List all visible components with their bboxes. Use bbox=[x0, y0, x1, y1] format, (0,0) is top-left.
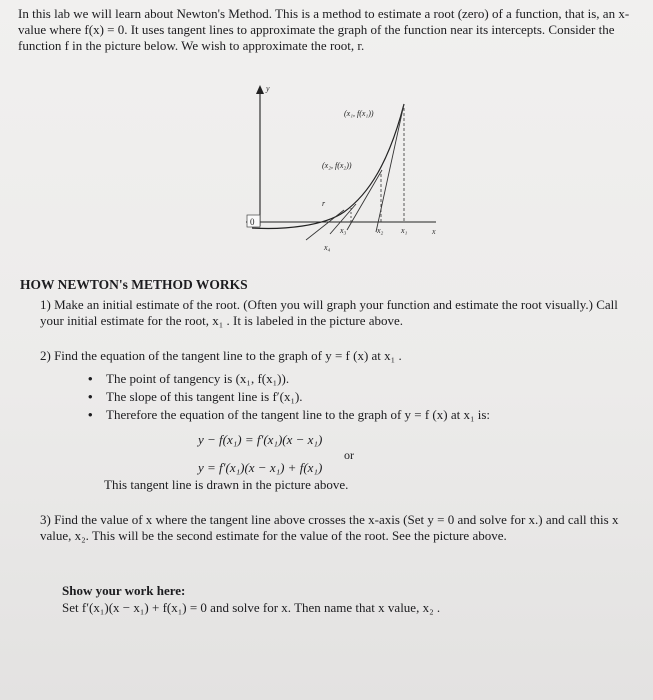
step-2: 2) Find the equation of the tangent line to the graph of y = f (x) at x₁ . bbox=[40, 348, 402, 363]
origin-label: 0 bbox=[250, 217, 255, 227]
step-1: 1) Make an initial estimate of the root. (Often you will graph your function and estimate the root visually.) Call your initial estimate for the root, x₁ . It is labeled in the picture above. bbox=[40, 297, 618, 328]
x1-label: x₁ bbox=[401, 226, 408, 235]
intro-paragraph: In this lab we will learn about Newton's Method. This is a method to estimate a root (zero) of a function, that is, an x-value where f(x) = 0. It uses tangent lines to approximate the graph of the function near its intercepts. Consider the function f in the picture below. We wish to approximate the root, r. bbox=[18, 6, 630, 53]
equation-or: or bbox=[344, 448, 354, 462]
bullet-item: • Therefore the equation of the tangent line to the graph of y = f (x) at x₁ is: bbox=[88, 406, 628, 424]
step-3: 3) Find the value of x where the tangent line above crosses the x-axis (Set y = 0 and solve for x.) and call this x value, x₂. This will be the second estimate for the value of the root. See the picture above. bbox=[40, 512, 619, 543]
x-axis-label: x bbox=[432, 227, 436, 236]
tangent-line-2 bbox=[347, 170, 382, 230]
bullet-list bbox=[88, 370, 628, 424]
newton-method-figure bbox=[244, 82, 444, 272]
tangent-equation-solved: y = f′(x₁)(x − x₁) + f(x₁) bbox=[198, 460, 323, 475]
y-axis-arrow bbox=[256, 85, 264, 94]
bullet-item: • The slope of this tangent line is f′(x₁). bbox=[88, 388, 628, 406]
point1-label: (x₁, f(x₁)) bbox=[344, 109, 374, 118]
x2-label: x₂ bbox=[377, 226, 384, 235]
show-work-text: Set f′(x₁)(x − x₁) + f(x₁) = 0 and solve for x. Then name that x value, x₂ . bbox=[62, 600, 441, 615]
root-label: r bbox=[322, 199, 326, 208]
bullet-item: • The point of tangency is (x₁, f(x₁)). bbox=[88, 370, 628, 388]
y-axis-label: y bbox=[266, 84, 270, 93]
tangent-caption: This tangent line is drawn in the picture above. bbox=[104, 477, 349, 492]
x3-label: x₃ bbox=[340, 226, 347, 235]
section-heading: HOW NEWTON's METHOD WORKS bbox=[20, 277, 248, 292]
point2-label: (x₂, f(x₂)) bbox=[322, 161, 352, 170]
show-work-label: Show your work here: bbox=[62, 583, 186, 598]
x4-label: x₄ bbox=[324, 243, 331, 252]
tangent-equation-point-slope: y − f(x₁) = f′(x₁)(x − x₁) bbox=[198, 432, 323, 447]
